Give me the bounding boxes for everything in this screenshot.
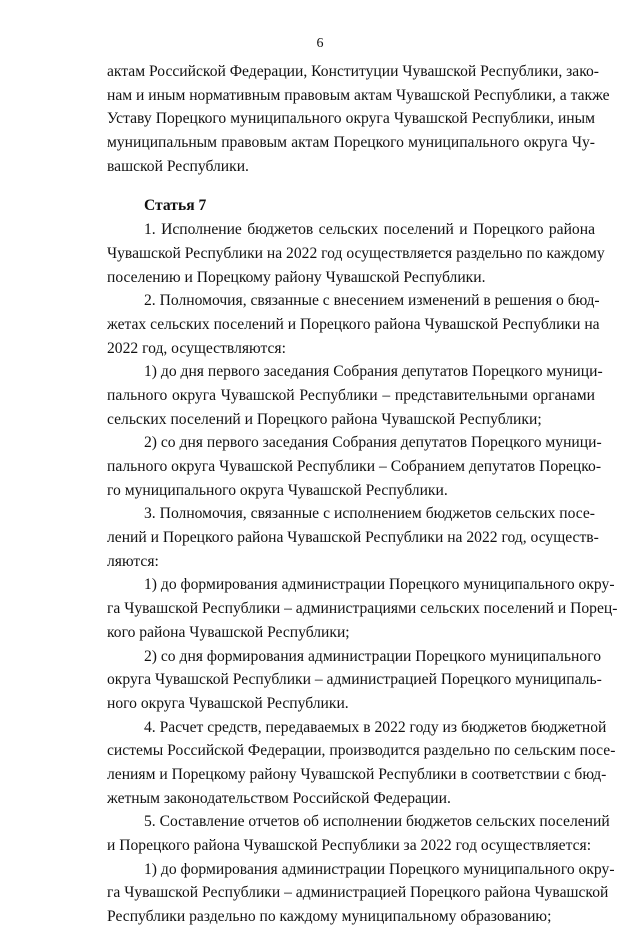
paragraph-6	[107, 573, 618, 644]
paragraph-2	[107, 289, 600, 360]
text-line: поселению и Порецкому району Чувашской Республики.	[107, 268, 486, 286]
text-line: Чувашской Республики на 2022 год осуществляется раздельно по каждому	[107, 244, 605, 262]
text-line: 1) до формирования администрации Порецкого муниципального окру-	[144, 860, 615, 878]
text-line: вашской Республики.	[107, 157, 249, 175]
paragraph-3	[107, 360, 603, 431]
document-body	[107, 60, 618, 929]
text-line: 1) до дня первого заседания Собрания депутатов Порецкого муници-	[144, 363, 603, 381]
text-line: 4. Расчет средств, передаваемых в 2022 году из бюджетов бюджетной	[144, 718, 607, 736]
text-line: га Чувашской Республики – администрацией Порецкого района Чувашской	[107, 884, 609, 902]
text-line: га Чувашской Республики – администрациями сельских поселений и Порец-	[107, 600, 618, 618]
page-number: 6	[316, 36, 324, 51]
text-line: актам Российской Федерации, Конституции Чувашской Республики, зако-	[107, 63, 600, 80]
paragraph-10	[107, 858, 615, 929]
paragraph-4	[107, 431, 602, 502]
text-line: пального округа Чувашской Республики – представительными органами	[107, 386, 595, 404]
paragraph-7	[107, 645, 602, 716]
text-line: 2. Полномочия, связанные с внесением изменений в решения о бюд-	[144, 292, 600, 310]
text-line: 2) со дня первого заседания Собрания депутатов Порецкого муници-	[144, 434, 602, 452]
text-line: жетах сельских поселений и Порецкого района Чувашской Республики на	[107, 315, 600, 333]
text-line: 5. Составление отчетов об исполнении бюджетов сельских поселений	[144, 813, 610, 831]
article-heading: Статья 7	[144, 197, 207, 215]
intro-paragraph	[107, 60, 610, 178]
text-line: пального округа Чувашской Республики – Собранием депутатов Порецко-	[107, 458, 602, 475]
paragraph-5	[107, 502, 599, 573]
text-line: 2) со дня формирования администрации Порецкого муниципального	[144, 647, 601, 665]
text-line: и Порецкого района Чувашской Республики за 2022 год осуществляется:	[107, 837, 592, 854]
text-line: округа Чувашской Республики – администрацией Порецкого муниципаль-	[107, 671, 602, 689]
text-line: кого района Чувашской Республики;	[107, 623, 350, 641]
text-line: 3. Полномочия, связанные с исполнением бюджетов сельских посе-	[144, 505, 595, 523]
text-line: 1. Исполнение бюджетов сельских поселений и Порецкого района	[144, 221, 595, 239]
paragraph-9	[107, 810, 610, 857]
text-line: лениям и Порецкому району Чувашской Республики в соответствии с бюд-	[107, 765, 607, 783]
paragraph-8	[107, 716, 616, 811]
text-line: Уставу Порецкого муниципального округа Чувашской Республики, иным	[107, 110, 595, 128]
text-line: ляются:	[107, 552, 159, 570]
text-line: жетным законодательством Российской Федерации.	[107, 789, 451, 807]
text-line: муниципальным правовым актам Порецкого муниципального округа Чу-	[107, 134, 595, 152]
text-line: ного округа Чувашской Республики.	[107, 694, 349, 712]
text-line: лений и Порецкого района Чувашской Республики на 2022 год, осуществ-	[107, 529, 599, 547]
text-line: системы Российской Федерации, производится раздельно по сельским посе-	[107, 742, 616, 760]
text-line: Республики раздельно по каждому муниципальному образованию;	[107, 908, 552, 926]
paragraph-1	[107, 218, 605, 289]
text-line: 1) до формирования администрации Порецкого муниципального окру-	[144, 576, 615, 594]
text-line: 2022 год, осуществляются:	[107, 339, 286, 357]
text-line: сельских поселений и Порецкого района Чувашской Республики;	[107, 410, 542, 428]
text-line: нам и иным нормативным правовым актам Чувашской Республики, а также	[107, 86, 610, 104]
text-line: го муниципального округа Чувашской Республики.	[107, 481, 448, 499]
